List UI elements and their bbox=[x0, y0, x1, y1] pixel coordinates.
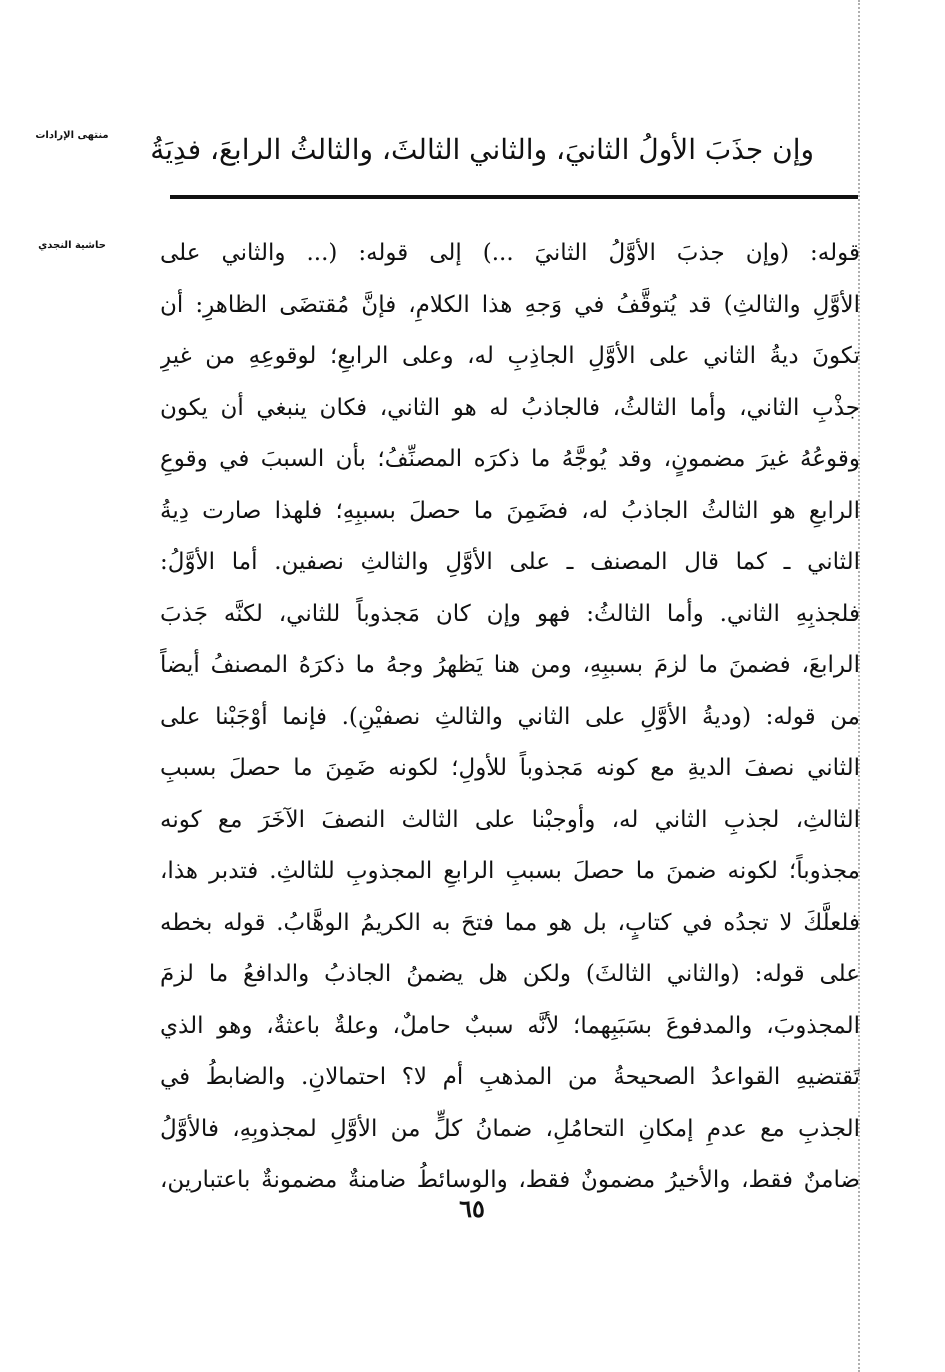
text-line: الرابعِ هو الثالثُ الجاذبُ له، فضَمِنَ ما حصلَ بسببِهِ؛ فلهذا صارت دِيةُ bbox=[160, 497, 860, 524]
text-line: تكونَ ديةُ الثاني على الأوَّلِ الجاذِبِ له، وعلى الرابعِ؛ لوقوعِهِ من غيرِ bbox=[160, 343, 860, 369]
text-line: الثاني نصفَ الديةِ مع كونه مَجذوباً للأولِ؛ لكونه ضَمِنَ ما حصلَ بسببِ bbox=[160, 755, 860, 781]
text-line: على قوله: (والثاني الثالثَ) ولكن هل يضمنُ الجاذبُ والدافعُ ما لزمَ bbox=[160, 961, 860, 987]
commentary-label: حاشية النجدي bbox=[38, 240, 106, 251]
text-line: الثالثِ، لجذبِ الثاني له، وأوجبْنا على الثالث النصفَ الآخَرَ مع كونه bbox=[160, 806, 860, 833]
text-line: مجذوباً؛ لكونه ضمنَ ما حصلَ بسببِ الرابعِ المجذوبِ للثالثِ. فتدبر هذا، bbox=[160, 858, 860, 884]
text-line: الثاني ـ كما قال المصنف ـ على الأوَّلِ والثالثِ نصفين. أما الأوَّلُ: bbox=[160, 549, 860, 575]
book-title-label: منتهى الإرادات bbox=[35, 130, 109, 141]
matn-text-line: وإن جذَبَ الأولُ الثانيَ، والثاني الثالثَ، والثالثُ الرابعَ، فدِيَةُ bbox=[150, 133, 814, 166]
text-line: وقوعُهُ غيرَ مضمونٍ، وقد يُوجَّهُ ما ذكرَه المصنِّفُ؛ بأن السببَ في وقوعِ bbox=[160, 446, 860, 472]
divider-rule bbox=[170, 195, 858, 199]
text-line: الجذبِ مع عدمِ إمكانِ التحامُلِ، ضمانُ كلٍّ من الأوَّلِ لمجذوبِهِ، فالأوَّلُ bbox=[160, 1115, 860, 1142]
text-line: قوله: (وإن جذبَ الأوَّلُ الثانيَ ...) إلى قوله: (... والثاني على bbox=[160, 240, 860, 266]
text-line: الرابعَ، فضمنَ ما لزمَ بسببِهِ، ومن هنا يَظهرُ وجهُ ما ذكرَهُ المصنفُ أيضاً bbox=[160, 652, 860, 678]
commentary-text bbox=[160, 228, 860, 1207]
text-line: الأوَّلِ والثالثِ) قد يُتوقَّفُ في وَجهِ هذا الكلامِ، فإنَّ مُقتضَى الظاهرِ: أن bbox=[160, 291, 860, 318]
text-line: جذْبِ الثاني، وأما الثالثُ، فالجاذبُ له هو الثاني، فكان ينبغي أن يكون bbox=[160, 394, 860, 421]
text-line: المجذوبَ، والمدفوعَ بسَبَبِهما؛ لأنَّه سببٌ حاملٌ، وعلةٌ باعثةٌ، وهو الذي bbox=[160, 1012, 860, 1039]
text-line: فلعلَّكَ لا تجدُه في كتابٍ، بل هو مما فتحَ به الكريمُ الوهَّابُ. قوله بخطه bbox=[160, 909, 860, 936]
text-line: تَقتضيهِ القواعدُ الصحيحةُ من المذهبِ أم لا؟ احتمالانِ. والضابطُ في bbox=[160, 1064, 860, 1090]
text-line: فلجذبِهِ الثاني. وأما الثالثُ: فهو وإن كان مَجذوباً للثاني، لكنَّه جَذبَ bbox=[160, 600, 860, 627]
page-number: ٦٥ bbox=[459, 1194, 485, 1223]
text-line: ضامنٌ فقط، والأخيرُ مضمونٌ فقط، والوسائطُ ضامنةٌ مضمونةٌ باعتبارين، bbox=[160, 1167, 860, 1193]
text-line: من قوله: (وديةُ الأوَّلِ على الثاني والثالثِ نصفيْنِ). فإنما أوْجَبْنا على bbox=[160, 703, 860, 730]
